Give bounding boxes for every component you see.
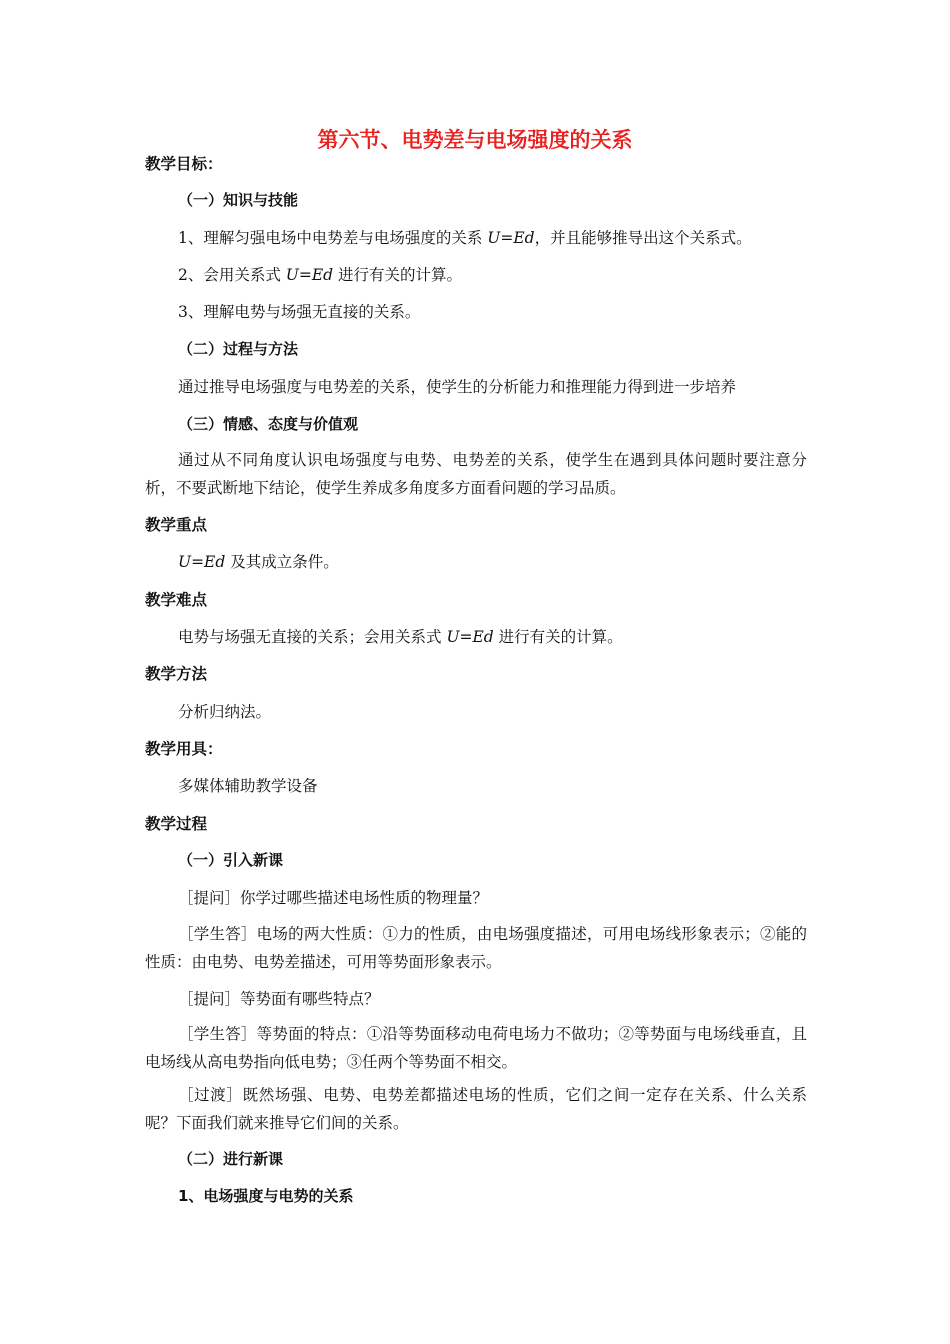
difficulties-text-start: 电势与场强无直接的关系；会用关系式	[178, 628, 447, 646]
key-points-text	[178, 550, 339, 572]
formula-ued: U=Ed	[446, 628, 494, 646]
key-points-text-end: 及其成立条件。	[225, 553, 339, 571]
tools-heading: 教学用具：	[145, 740, 223, 758]
item-2-text: 2、会用关系式	[178, 266, 286, 284]
emotion-text: 通过从不同角度认识电场强度与电势、电势差的关系，使学生在遇到具体问题时要注意分析，不要武断地下结论，使学生养成多角度多方面看问题的学习品质。	[145, 451, 807, 497]
tools-text: 多媒体辅助教学设备	[178, 777, 318, 795]
knowledge-item-3: 3、理解电势与场强无直接的关系。	[178, 303, 421, 321]
key-points-heading: 教学重点	[145, 516, 208, 534]
page-title: 第六节、电势差与电场强度的关系	[317, 128, 633, 152]
process-method-text: 通过推导电场强度与电势差的关系，使学生的分析能力和推理能力得到进一步培养	[178, 378, 737, 396]
difficulties-text	[178, 625, 623, 647]
method-heading: 教学方法	[145, 665, 208, 683]
item-2-text-end: 进行有关的计算。	[333, 266, 463, 284]
knowledge-item-2	[178, 263, 462, 285]
process-method-heading: （二）过程与方法	[178, 340, 299, 358]
intro-transition: ［过渡］既然场强、电势、电势差都描述电场的性质，它们之间一定存在关系、什么关系呢？下面我们就来推导它们间的关系。	[145, 1086, 807, 1132]
intro-question-2: ［提问］等势面有哪些特点？	[178, 990, 380, 1008]
intro-heading: （一）引入新课	[178, 851, 284, 869]
method-text: 分析归纳法。	[178, 703, 272, 721]
formula-ued: U=Ed	[285, 266, 334, 284]
knowledge-heading: （一）知识与技能	[178, 191, 299, 209]
intro-answer-2: ［学生答］等势面的特点：①沿等势面移动电荷电场力不做功；②等势面与电场线垂直，且电场线从高电势指向低电势；③任两个等势面不相交。	[145, 1025, 807, 1071]
formula-ued: U=Ed	[178, 553, 226, 571]
emotion-heading: （三）情感、态度与价值观	[178, 415, 359, 433]
teaching-process-heading: 教学过程	[145, 815, 208, 833]
intro-answer-1: ［学生答］电场的两大性质：①力的性质，由电场强度描述，可用电场线形象表示；②能的性质：由电势、电势差描述，可用等势面形象表示。	[145, 925, 807, 971]
intro-question-1: ［提问］你学过哪些描述电场性质的物理量？	[178, 889, 489, 907]
knowledge-item-1	[178, 226, 752, 248]
difficulties-text-end: 进行有关的计算。	[493, 628, 623, 646]
formula-ued: U=Ed	[487, 229, 535, 247]
item-1-text-end: ，并且能够推导出这个关系式。	[534, 229, 752, 247]
section-1-heading: 1、电场强度与电势的关系	[178, 1187, 354, 1205]
goals-heading: 教学目标：	[145, 155, 223, 173]
difficulties-heading: 教学难点	[145, 591, 208, 609]
item-1-text: 1、理解匀强电场中电势差与电场强度的关系	[178, 229, 488, 247]
new-lesson-heading: （二）进行新课	[178, 1150, 284, 1168]
